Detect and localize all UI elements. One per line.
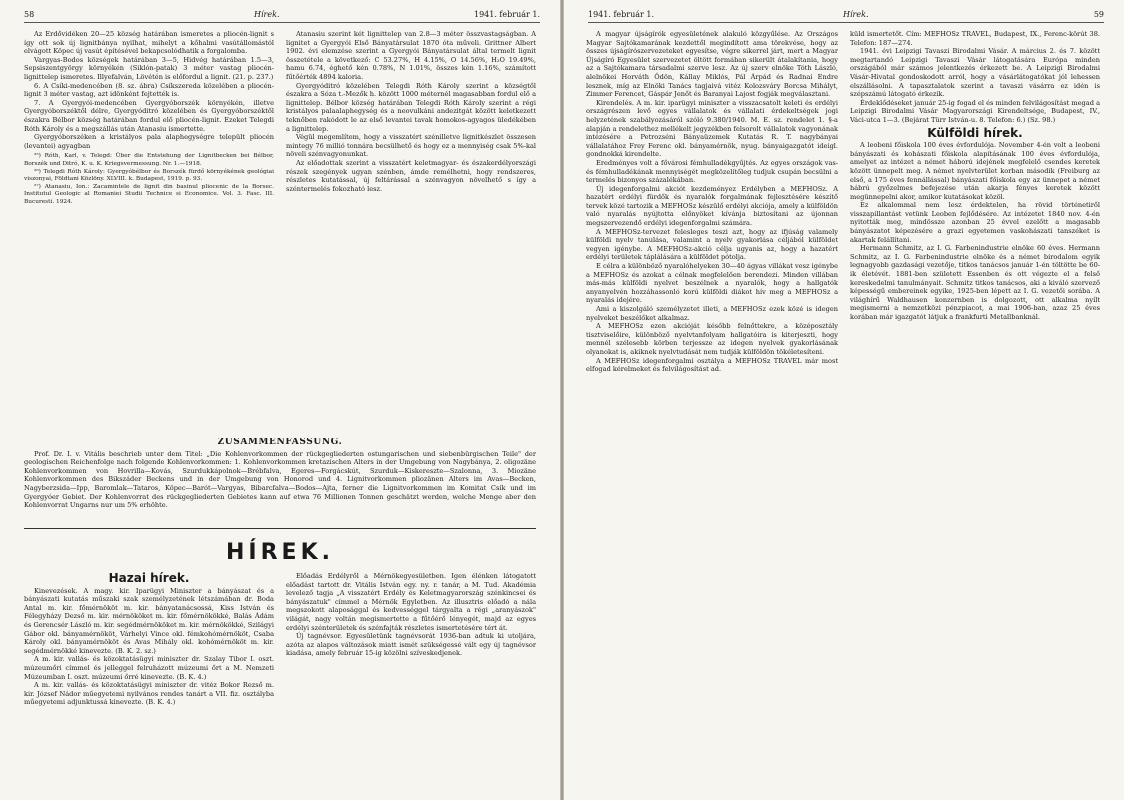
page-number: 58: [24, 10, 35, 19]
footnote: ²⁶) Telegdi Róth Károly: Gyergyóbélbor és Borszék fürdő környékének geológiai viszonyai, Földtani Közlöny. XLVIII. k. Budapest, 1919. p. 93.: [24, 168, 274, 183]
left-column-3: [24, 572, 274, 794]
paragraph: Atanasiu szerint két lignittelep van 2.8—3 méter összvastagságban. A lignitet a Gyergyói Első Bányatársulat 1870 óta műveli. Grittner Albert 1902. évi elemzése szerint a Gyergyói Bányatársulat által termelt lignit összetétele a következő: C 53.27%, H 4.15%, O 14.56%, H₂O 19.49%, hamu 6.74, éghető kén 0.78%, N 1.01%, összes kén 1.16%, számított fűtőérték 4894 kaloria.: [286, 30, 536, 81]
paragraph: küld ismertetőt. Cím: MEFHOSz TRAVEL, Budapest, IX., Ferenc-körút 38. Telefon: 187—274.: [850, 30, 1100, 47]
paragraph: Új idegenforgalmi akciót kezdeményez Erdélyben a MEFHOSz. A hazatért erdélyi fürdők és nyaralók forgalmának fejlesztésére készítő tervek közé tartozik a MEFHOSz készülő erdélyi akciója, amely a külföldön való nyaralás nyújtotta előnyöket kívánja biztosítani az újonnan megszervezendő erdélyi idegenforgalmi számára.: [586, 184, 838, 228]
paragraph: Eredményes volt a fővárosi fémhulladékgyűjtés. Az egyes országok vas- és fémhulladékának mennyiségét megközelítőleg tudjuk csupán becsülni a termelés bizonyos százalékában.: [586, 158, 838, 185]
hazai-hirek-heading: Hazai hírek.: [108, 572, 190, 585]
paragraph: Végül megemlítem, hogy a visszatért szénilletve lignitkészlet összesen mintegy 76 millió tonnára becsülhető és hogy ez a mennyiség csak 5%-kal növeli szénvagyonunkat.: [286, 133, 536, 159]
right-column-2: [850, 30, 1100, 794]
footnote: ²⁷) Atanasiu, Ion.: Zacamintele de lignit din basinul pliocenic de la Borsec. Institutul Geologic al Romaniei Studii Technice si Economice. Vol. 3. Fasc. III. Bucuresti. 1924.: [24, 183, 274, 205]
paragraph: Vargyas-Bodos községek határában 3—5, Hidvég határában 1.5—3, Sepsiszentgyörgy környékén (Siklón-patak) 3 méter vastag pliocén-lignittelep ismeretes. Illyefalván, Lövétén is előfordul a lignit. (21. p. 237.): [24, 55, 274, 81]
right-page: [564, 0, 1124, 800]
paragraph: 1941. évi Leipzigi Tavaszi Birodalmi Vásár. A március 2. és 7. között megtartandó Leipzigi Tavaszi Vásár látogatására Európa minden országából már számos jelentkezés érkezett be. A Leipzigi Birodalmi Vásár-Hivatal gondoskodott arról, hogy a vásárlátogatókat jól lehessen elszállásolni. A tapasztalatok szerint a tavaszi vásárra ez idén is szépszámú látogató érkezik.: [850, 47, 1100, 99]
paragraph: Gyergyóditró közelében Telegdi Róth Károly szerint a községtől északra a Sóza t.-Mezők h. között 1000 méternél magasabban fordul elő a lignittelep. Bélbor község határában Telegdi Róth Károly szerint a régi kristályos palaalaphegység és a neovulkáni andezitgát között keletkezett teknőben rakódott le az első levantei tavak homokos-agyagos üledékében a lignittelep.: [286, 81, 536, 133]
zusammenfassung-text: Prof. Dr. I. v. Vitális beschrieb unter dem Titel: „Die Kohlenvorkommen der rückgegliederten ostungarischen und siebenbürgischen Teile" der geologischen Reichenfolge nach folgende Kohlenvorkommen: 1. Kohlenvorkommen kretazischen Alters in der Umgebung von Nagybánya, 2. oligozäne Kohlenvorkommen von Hovrilla—Kovás, Szurdukkápolnok—Brébfalva, Egeres—Forgácskút, Szurduk—Kiskereszte—Szalonna, 3. Miozäne Kohlenvorkommen des Bikszáder Beckens und in der Umgebung von Honorod und 4. Lignitvorkommen pliozänen Alters im Avas—Becken, Nagyberzsida—Ipp, Baromlak—Tataros, Köpec—Barót—Vargyas, Bibarcfalva—Bodos—Ajta, ferner die Lignitvorkommen im Komitat Csík und im Gyergyóer Gebiet. Der Kohlenvorrat des rückgegliederten Gebietes kann auf etwa 76 Millionen Tonnen geschätzt werden, welche Menge aber den Kohlenvorrat Ungarns nur um 5% erhöhte.: [24, 449, 536, 510]
section-divider: [24, 528, 536, 529]
paragraph: A MEFHOSz ezen akcióját később felnőttekre, a középosztály tisztviselőire, különböző nyelvtanfolyam hallgatóira is kiterjeszti, hogy mennél szélesebb körben terjessze az idegen nyelvek gyakorlásának olyanokat is, akiknek nyelvtudását nem tudják külföldön tökéletesíteni.: [586, 322, 838, 356]
paragraph: Hermann Schmitz, az I. G. Farbenindustrie elnöke 60 éves. Hermann Schmitz, az I. G. Farbenindustrie elnöke és a német birodalom egyik legnagyobb gazdasági vezetője, titkos tanácsos január 1-én töltötte be 60-ik életévét. 1881-ben született Essenben és ott végezte el a felső kereskedelmi tanulmányait. Schmitz titkos tanácsos, aki a kiváló szervező képességű embereinek egyike, 1925-ben lépett az I. G. vezetői sorába. A világhírű Waldhausen konzernben is dolgozott, ott alkalma nyílt megismerni a nemzetközi pénzpiacot, a mai 1906-ban, azaz 25 éves korában már igazgatót látjuk a frankfurti Metallbanknál.: [850, 244, 1100, 321]
left-column-1: [24, 30, 274, 430]
issue-date: 1941. február 1.: [588, 10, 655, 19]
zusammenfassung: [24, 438, 536, 520]
hirek-heading: HÍREK.: [226, 540, 334, 565]
paragraph: Gyergyóborszéken a kristályos pala alaphegységre települt pliocén (levantei) agyagban: [24, 133, 274, 150]
zusammenfassung-title: ZUSAMMENFASSUNG.: [217, 438, 343, 447]
paragraph: Érdeklődéseket január 25-ig fogad el és minden felvilágosítást megad a Leipzigi Birodalmi Vásár Magyarországi Kirendeltsége, Budapest, IV., Váci-utca 1—3. (Bejárat Türr István-u. 8. Telefon: 6.) (Sz. 98.): [850, 98, 1100, 124]
paragraph: A MEFHOSz idegenforgalmi osztálya a MEFHOSz TRAVEL már most elfogad kérelmeket és felvilágosítást ad.: [586, 356, 838, 374]
left-page-header: [24, 8, 540, 23]
paragraph: Kirendelés. A m. kir. iparügyi miniszter a visszacsatolt keleti és erdélyi országrészen levő egyes vállalatok és vállalati érdekeltségek jogi helyzetének szabályozásáról szóló 9.380/1940. M. E. sz. rendelet 1. §-a alapján a rendelethez mellékelt jegyzékben felsorolt vállalatok vagyonának intézésére a Petrozséni Bányaüzemek Kutatás R. T. nagybányai vállalatához Frey Ferenc okl. bányamérnök, nyug. bányaigazgatót ideigl. gondnokká kirendelte.: [586, 98, 838, 159]
paragraph: Új tagnévsor. Egyesületünk tagnévsorát 1936-ban adtuk ki utoljára, azóta az alapos változások miatt ismét szükségessé vált egy új tagnévsor kiadása, amely február 15-ig közölni szíveskedjenek.: [286, 632, 536, 658]
paragraph: A m. kir. vallás- és közoktatásügyi miniszter dr. Szalay Tibor I. oszt. múzeumőri címmel és jelleggel felruházott múzeumi őrt a M. Nemzeti Múzeumban I. oszt. múzeumi őrré kinevezte. (B. K. 4.): [24, 655, 274, 681]
paragraph: E célra a különböző nyaralóhelyeken 30—40 ágyas villákat vesz igénybe a MEFHOSz és azokat a célnak megfelelően berendezi. Minden villában más-más külföldi nyelvet beszélnek a nyaralók, hogy a hallgatók anyanyelvén hozzáhassonló korú külföldi diákot hív meg a MEFHOSz a nyaralás idejére.: [586, 262, 838, 305]
paragraph: Az előadottak szerint a visszatért keletmagyar- és északerdélyországi részek szegények ugyan szénben, ámde remélhetni, hogy rendszeres, részletes kutatással, új feltárással a szénvagyon növelhető s így a széntermelés fokozható lesz.: [286, 158, 536, 193]
left-column-4: [286, 572, 536, 794]
paragraph: A MEFHOSz-tervezet felesleges teszi azt, hogy az ifjúság valamely külföldi nyelv tanulása, valamint a nyelv gyakorlása céljából külföldet vegyen igénybe. A MEFHOSz-akció célja ugyanis az, hogy a hazatért erdélyi területek táplálására a külföldet pótolja.: [586, 227, 838, 262]
paragraph: Ez alkalommal nem lesz érdektelen, ha rövid történetiről visszapillantást vetünk Leoben fejlődésére. Az intézetet 1840 nov. 4-én nyitották meg, mindössze azonban 25 évvel ezelőtt a magasabb bányászatot képezésére a grazi egyetemen vaskohászati tanszéket is akartak felállítani.: [850, 201, 1100, 244]
running-title: Hírek.: [254, 10, 280, 19]
running-title: Hírek.: [843, 10, 869, 19]
left-column-2: [286, 30, 536, 430]
right-column-1: [586, 30, 838, 794]
paragraph: 7. A Gyergyói-medencében Gyergyóborszék környékén, illetve Gyergyóborszéktől délre, Gyergyóditró közelében és Gyergyóborszéktől északra Bélbor község határában fordul elő pliocén-lignit. Ezeket Telegdi Róth Károly és a megszállás után Atanasiu ismertette.: [24, 98, 274, 133]
issue-date: 1941. február 1.: [473, 10, 540, 19]
left-page: [0, 0, 560, 800]
paragraph: A m. kir. vallás- és közoktatásügyi miniszter dr. vitéz Bokor Rezső m. kir. József Nádor műegyetemi nyilvános rendes tanárt a VII. fiz. osztályba műegyetemi adjunktussá kinevezte. (B. K. 4.): [24, 681, 274, 707]
right-page-header: [588, 8, 1104, 23]
paragraph: A magyar újságírók egyesületének alakuló közgyűlése. Az Országos Magyar Sajtókamarának kezdettől megindított ama törekvése, hogy az összes újságírószervezeteket egyesítse, végre sikerrel járt, mert a Magyar Újságíró Egyesület szervezetet öltött formában sikerült átalakítania, hogy az a Sajtókamara társadalmi szerve lesz. Az új szerv elnöke Tóth László, alelnökei Horváth Ödön, Kállay Miklós, Pál Árpád és Radnai Endre lesznek, míg az Elnöki Tanács tagjaivá vitéz Kolozsváry Borcsa Mihályt, Zimmer Ferencet, Gáspár Jenőt és Baranyai Lajost fogják megválasztani.: [586, 30, 838, 99]
paragraph: Ami a kiszolgáló személyzetet illeti, a MEFHOSz ezek közé is idegen nyelveket beszélőket alkalmaz.: [586, 305, 838, 322]
kulfoldi-hirek-heading: Külföldi hírek.: [927, 125, 1023, 140]
paragraph: Kinevezések. A magy. kir. Iparügyi Miniszter a bányászat és a bányászati kutatás műszaki szak személyzetének létszámában dr. Boda Antal m. kir. főmérnököt m. kir. bányatanácsossá, Kiss István és Félegyházy Dezső m. kir. mérnököket m. kir. főmérnökökké, Balás Ádám és Gerencsér László m. kir. segédmérnököket m. kir. mérnökökké, Szilágyi Gábor okl. bányamérnököt, Várhelyi Vince okl. fémkohómérnököt, Csaba Károly okl. bányamérnököt és Avas Mihály okl. kohómérnököt m. kir. segédmérnökké kinevezte. (B. K. 2. sz.): [24, 586, 274, 655]
paragraph: 6. A Csíki-medencében (8. sz. ábra) Csíkszereda közelében a pliocén-lignit 3 méter vastag, azt idönként fejtették is.: [24, 81, 274, 99]
paragraph: Előadás Erdélyről a Mérnökegyesületben. Igen élénken látogatott előadást tartott dr. Vitális István egy. ny. r. tanár, a M. Tud. Akadémia levelező tagja „A visszatért Erdély és Keletmagyarország szénkincsei és bányászatuk" címmel a Mérnök Egyletben. Az illusztris előadó a nála megszokott alaposággal és kedvességgel tárgyalta a régi „aranyászok" világát, nagy voltán megismertette a fűtőérő lényegét, majd az egyes erdélyi szénterületek és szénfajták részletes ismertetésére tért át.: [286, 572, 536, 632]
paragraph: A leobeni főiskola 100 éves évfordulója. November 4-én volt a leobeni bányászati és kohászati főiskola alapításának 100 éves évfordulója, amelyet az intézet a német háború idejének megfelelő csendes keretek között ünnepelt meg. A német nyelvterület korban második (Freiburg az első, a 175 éves fennállással) bányászati főiskola egy az ünnepet a német hábrú győzelmes befejezése után akarja fényes keretek között megünnepelni akor, amikor kutatásokat közöl.: [850, 141, 1100, 201]
paragraph: Az Erdővidéken 20—25 község határában ismeretes a pliocén-lignit s így ott sok új lignitbánya nyilhat, mihelyt a kőhalmi vasútállomástól elvágott Köpec új vasút építésével bekapcsolódhatik a forgalomba.: [24, 30, 274, 56]
footnote: ²⁵) Róth, Karl, v. Telegd: Über die Entstehung der Lignitbecken bei Bélbor, Borszék und Ditró, K. u. K. Kriegsvermessung. Nr. 1.—1918.: [24, 153, 274, 167]
page-number: 59: [1093, 10, 1104, 19]
